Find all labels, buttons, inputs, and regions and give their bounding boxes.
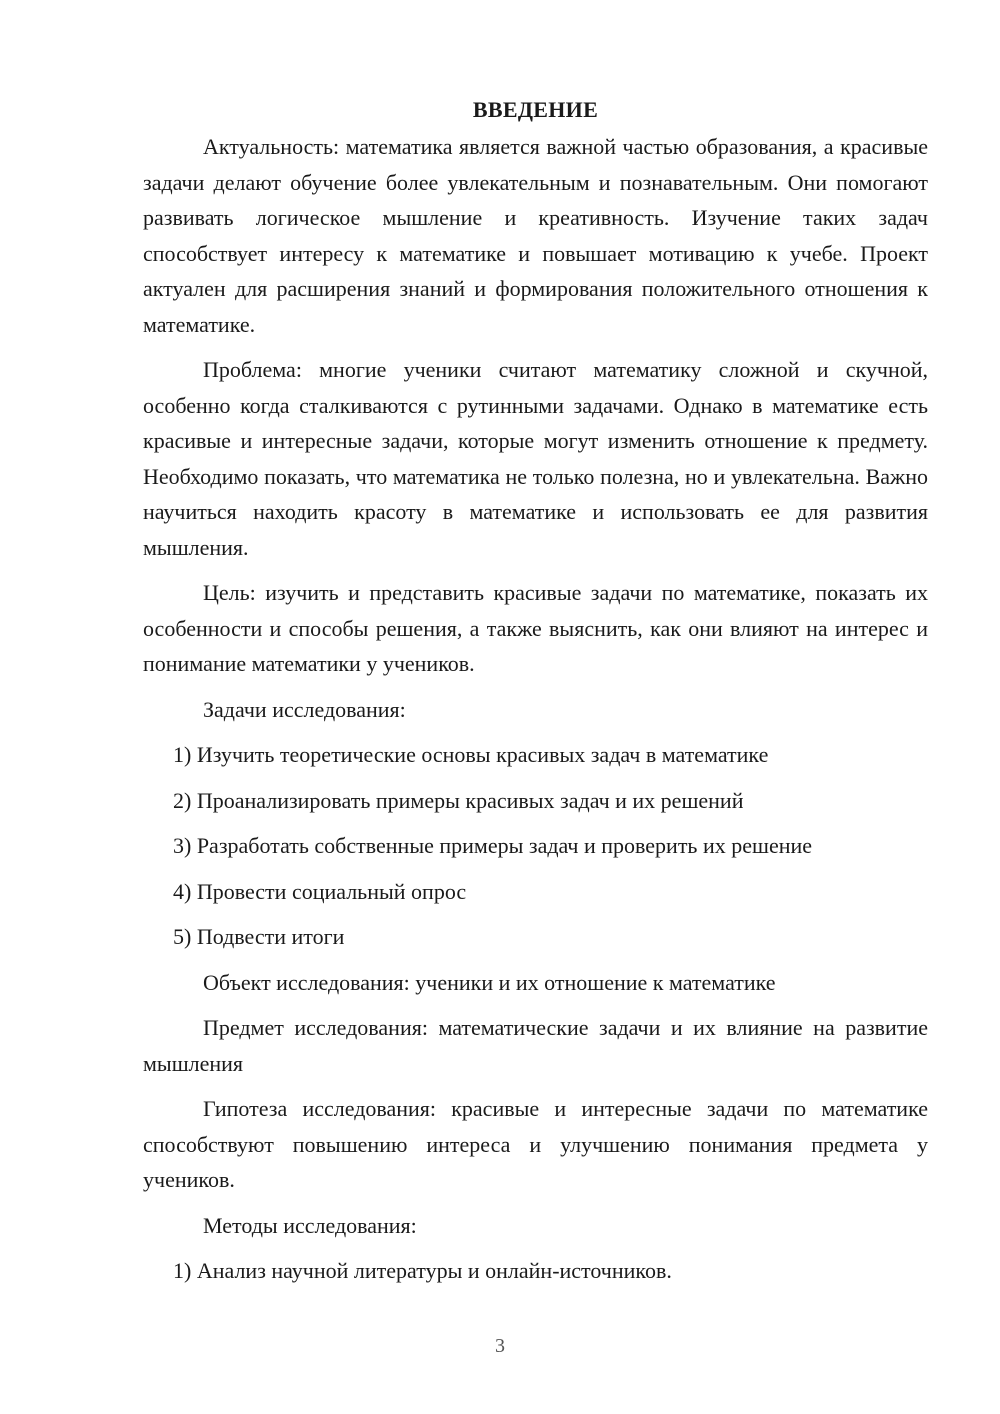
list-item: 4) Провести социальный опрос (173, 878, 467, 904)
list-item: 1) Анализ научной литературы и онлайн-источников. (173, 1258, 672, 1283)
paragraph-relevance: Актуальность: математика является важной частью образования, а красивые задачи делают обучение более увлекательным и познавательным. Они помогают развивать логическое мышление и креативность. Изучение таких задач способствует интересу к математике и повышает мотивацию к учебе. Проект актуален для расширения знаний и формирования положительного отношения к математике. (143, 134, 928, 337)
page-number: 3 (495, 1335, 505, 1357)
tasks-heading: Задачи исследования: (203, 696, 406, 722)
list-item: 2) Проанализировать примеры красивых задач и их решений (173, 787, 744, 813)
paragraph-goal: Цель: изучить и представить красивые задачи по математике, показать их особенности и способы решения, а также выяснить, как они влияют на интерес и понимание математики у учеников. (143, 580, 928, 676)
list-item: 3) Разработать собственные примеры задач и проверить их решение (173, 833, 813, 858)
paragraph-problem: Проблема: многие ученики считают математику сложной и скучной, особенно когда сталкиваются с рутинными задачами. Однако в математике есть красивые и интересные задачи, которые могут изменить отношение к предмету. Необходимо показать, что математика не только полезна, но и увлекательна. Важно научиться находить красоту в математике и использовать ее для развития мышления. (143, 357, 928, 560)
document-page (143, 93, 928, 1299)
tasks-list (143, 737, 928, 955)
page-title: ВВЕДЕНИЕ (472, 97, 599, 122)
paragraph-hypothesis: Гипотеза исследования: красивые и интересные задачи по математике способствуют повышению интереса и улучшению понимания предмета у учеников. (143, 1096, 928, 1192)
list-item: 1) Изучить теоретические основы красивых задач в математике (173, 742, 769, 767)
paragraph-subject: Предмет исследования: математические задачи и их влияние на развитие мышления (143, 1015, 928, 1076)
methods-heading: Методы исследования: (203, 1212, 417, 1238)
paragraph-object: Объект исследования: ученики и их отношение к математике (203, 969, 776, 995)
methods-list (143, 1253, 928, 1289)
list-item: 5) Подвести итоги (173, 924, 345, 949)
